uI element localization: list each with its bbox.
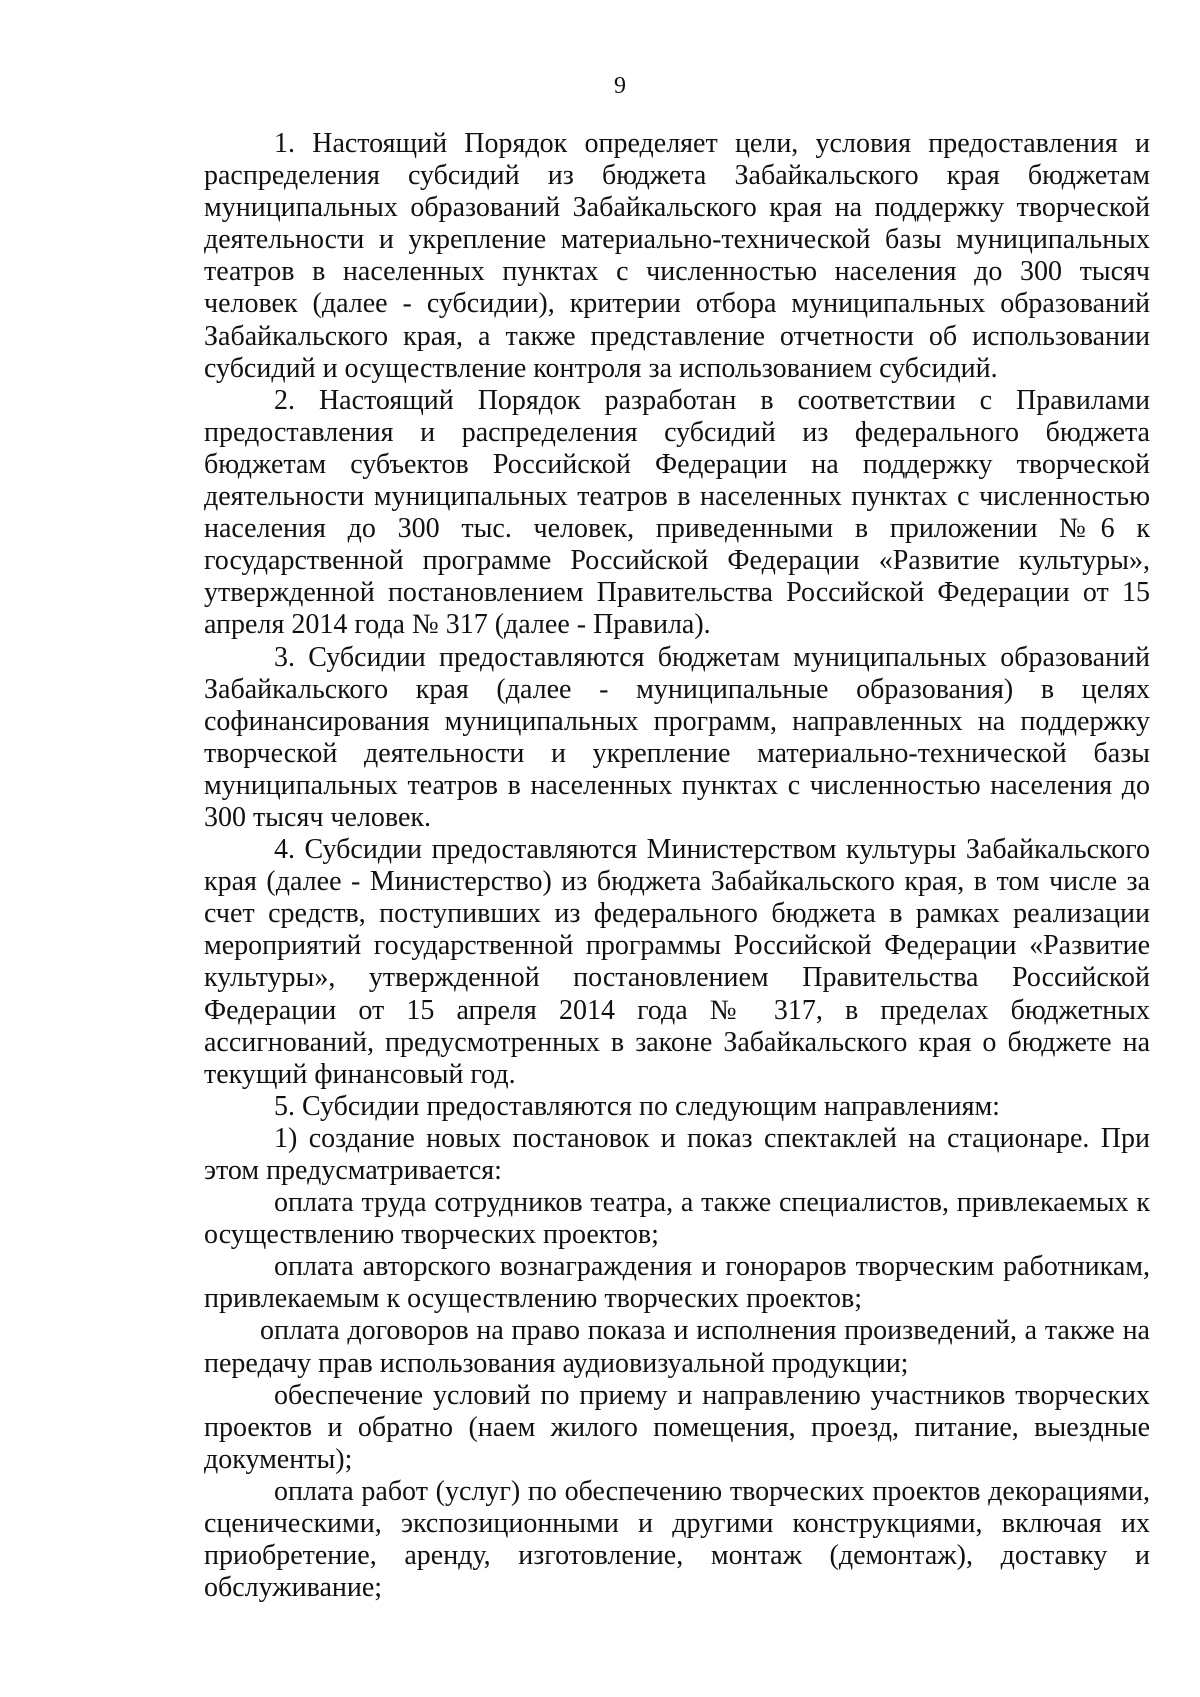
paragraph-1: 1. Настоящий Порядок определяет цели, условия предоставления и распределения субсидий из бюджета Забайкальского края бюджетам муниципальных образований Забайкальского края на поддержку творческой деятельности и укрепление материально-технической базы муниципальных театров в населенных пунктах с численностью населения до 300 тысяч человек (далее - субсидии), критерии отбора муниципальных образований Забайкальского края, а также представление отчетности об использовании субсидий и осуществление контроля за использованием субсидий. — [204, 128, 1150, 384]
document-body — [204, 128, 1150, 1604]
list-item-contracts-payment: оплата договоров на право показа и исполнения произведений, а также на передачу прав использования аудиовизуальной продукции; — [204, 1315, 1150, 1379]
subparagraph-1: 1) создание новых постановок и показ спектаклей на стационаре. При этом предусматривается: — [204, 1122, 1150, 1186]
paragraph-4: 4. Субсидии предоставляются Министерством культуры Забайкальского края (далее - Министерство) из бюджета Забайкальского края, в том числе за счет средств, поступивших из федерального бюджета в рамках реализации мероприятий государственной программы Российской Федерации «Развитие культуры», утвержденной постановлением Правительства Российской Федерации от 15 апреля 2014 года № 317, в пределах бюджетных ассигнований, предусмотренных в законе Забайкальского края о бюджете на текущий финансовый год. — [204, 834, 1150, 1090]
list-item-labor-payment: оплата труда сотрудников театра, а также специалистов, привлекаемых к осуществлению творческих проектов; — [204, 1187, 1150, 1251]
list-item-scenery-works: оплата работ (услуг) по обеспечению творческих проектов декорациями, сценическими, экспозиционными и другими конструкциями, включая их приобретение, аренду, изготовление, монтаж (демонтаж), доставку и обслуживание; — [204, 1475, 1150, 1604]
paragraph-2: 2. Настоящий Порядок разработан в соответствии с Правилами предоставления и распределения субсидий из федерального бюджета бюджетам субъектов Российской Федерации на поддержку творческой деятельности муниципальных театров в населенных пунктах с численностью населения до 300 тыс. человек, приведенными в приложении №6 к государственной программе Российской Федерации «Развитие культуры», утвержденной постановлением Правительства Российской Федерации от 15 апреля 2014 года № 317 (далее - Правила). — [204, 384, 1150, 641]
paragraph-3: 3. Субсидии предоставляются бюджетам муниципальных образований Забайкальского края (далее - муниципальные образования) в целях софинансирования муниципальных программ, направленных на поддержку творческой деятельности и укрепление материально-технической базы муниципальных театров в населенных пунктах с численностью населения до 300 тысяч человек. — [204, 641, 1150, 833]
page-number: 9 — [614, 73, 626, 99]
paragraph-5: 5. Субсидии предоставляются по следующим направлениям: — [274, 1090, 1000, 1122]
list-item-royalty-payment: оплата авторского вознаграждения и гонораров творческим работникам, привлекаемым к осуществлению творческих проектов; — [204, 1251, 1150, 1315]
list-item-participant-conditions: обеспечение условий по приему и направлению участников творческих проектов и обратно (наем жилого помещения, проезд, питание, выездные документы); — [204, 1379, 1150, 1475]
